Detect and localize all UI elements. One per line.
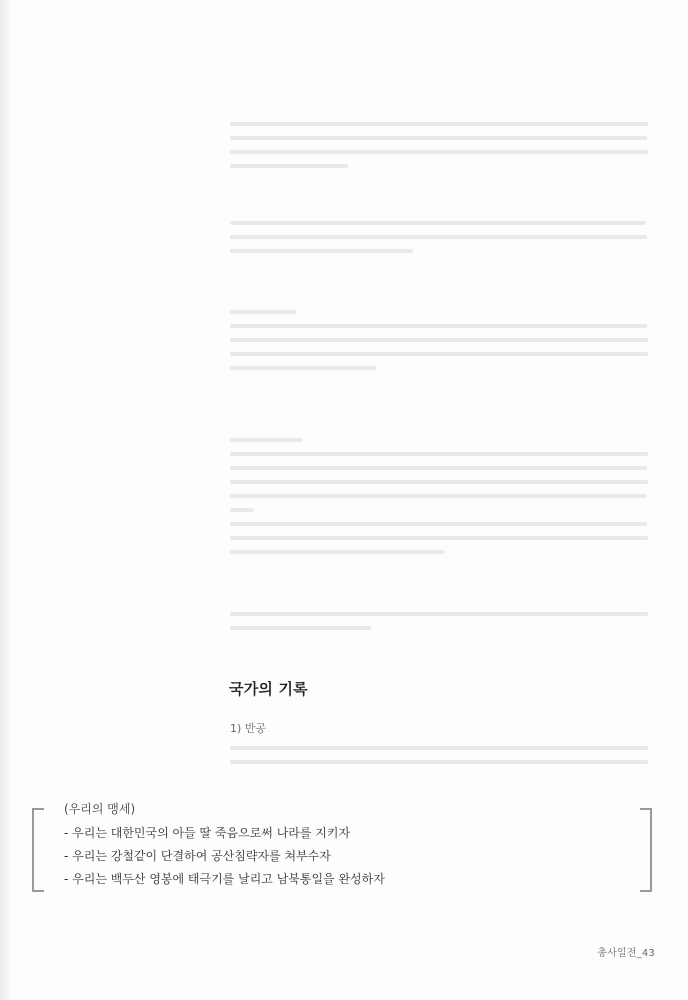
- blurred-text-line: [230, 626, 371, 630]
- blurred-text-line: [230, 452, 648, 456]
- blurred-text-line: [230, 438, 302, 442]
- blurred-text-line: [230, 612, 648, 616]
- body-paragraph-1: [230, 112, 654, 178]
- oath-content: [64, 800, 624, 891]
- blurred-text-line: [230, 466, 647, 470]
- blurred-text-line: [230, 550, 445, 554]
- blurred-text-line: [230, 221, 646, 225]
- blurred-text-line: [230, 746, 648, 750]
- section-heading: 국가의 기록: [229, 680, 308, 698]
- blurred-text-line: [230, 480, 648, 484]
- blurred-text-line: [230, 150, 649, 154]
- blurred-text-line: [230, 310, 297, 314]
- blurred-text-line: [230, 235, 647, 239]
- blurred-text-line: [230, 352, 648, 356]
- blurred-text-line: [230, 249, 413, 253]
- oath-box: [32, 800, 652, 894]
- blurred-text-line: [230, 536, 648, 540]
- right-bracket: [640, 808, 652, 892]
- blurred-text-line: [230, 522, 647, 526]
- blurred-text-line: [230, 366, 377, 370]
- blurred-text-line: [230, 164, 348, 168]
- blurred-text-line: [230, 338, 648, 342]
- body-paragraph-6: [230, 736, 654, 774]
- section-subheading: 1) 반공: [230, 722, 267, 735]
- oath-item: - 우리는 대한민국의 아들 딸 죽음으로써 나라를 지키자: [64, 826, 351, 840]
- oath-title: (우리의 맹세): [64, 802, 136, 816]
- left-bracket: [32, 808, 44, 892]
- oath-item: - 우리는 백두산 영봉에 태극기를 날리고 남북통일을 완성하자: [64, 872, 385, 886]
- blurred-text-line: [230, 324, 647, 328]
- page-edge-shadow: [0, 0, 12, 1000]
- oath-item: - 우리는 강철같이 단결하여 공산침략자를 쳐부수자: [64, 849, 331, 863]
- body-paragraph-2: [230, 211, 654, 263]
- body-paragraph-5: [230, 602, 654, 640]
- blurred-text-line: [230, 760, 648, 764]
- page-footer: 총사일전_43: [597, 948, 655, 959]
- blurred-text-line: [230, 136, 647, 140]
- body-paragraph-4: [230, 428, 654, 564]
- blurred-text-line: [230, 122, 648, 126]
- body-paragraph-3: [230, 300, 654, 380]
- blurred-text-line: [230, 508, 254, 512]
- blurred-text-line: [230, 494, 647, 498]
